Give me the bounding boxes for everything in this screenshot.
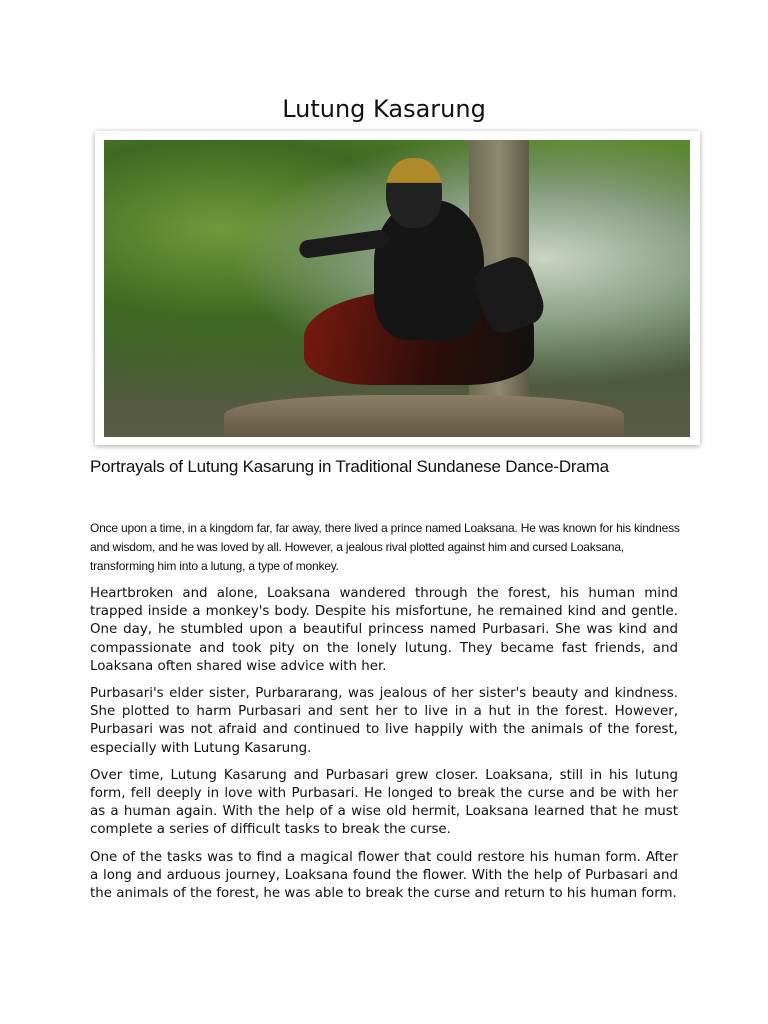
paragraph: Heartbroken and alone, Loaksana wandered through the forest, his human mind trapped inside a monkey's body. Despite his misfortune, he remained kind and gentle. One day, he stumbled upon a beautiful princess named Purbasari. She was kind and compassionate and took pity on the lonely lutung. They became fast friends, and Loaksana often shared wise advice with her. xyxy=(90,586,678,674)
rock xyxy=(224,395,624,437)
photo-forest-scene xyxy=(104,140,690,437)
document-title: Lutung Kasarung xyxy=(282,95,486,123)
intro-paragraph: Once upon a time, in a kingdom far, far away, there lived a prince named Loaksana. He was known for his kindness and wisdom, and he was loved by all. However, a jealous rival plotted against him and cursed Loaksana, transforming him into a lutung, a type of monkey. xyxy=(90,521,680,573)
paragraph: Purbasari's elder sister, Purbararang, was jealous of her sister's beauty and kindness. She plotted to harm Purbasari and sent her to live in a hut in the forest. However, Purbasari was not afraid and continued to live happily with the animals of the forest, especially with Lutung Kasarung. xyxy=(90,686,678,756)
dancer-masked-head xyxy=(386,158,442,228)
dance-drama-photo xyxy=(95,131,700,445)
paragraph: Over time, Lutung Kasarung and Purbasari grew closer. Loaksana, still in his lutung form, fell deeply in love with Purbasari. He longed to break the curse and be with her as a human again. With the help of a wise old hermit, Loaksana learned that he must complete a series of difficult tasks to break the curse. xyxy=(90,767,678,838)
image-caption: Portrayals of Lutung Kasarung in Traditional Sundanese Dance-Drama xyxy=(90,457,609,476)
story-body xyxy=(90,585,678,912)
paragraph: One of the tasks was to find a magical flower that could restore his human form. After a long and arduous journey, Loaksana found the flower. With the help of Purbasari and the animals of the forest, he was able to break the curse and return to his human form. xyxy=(90,849,678,902)
